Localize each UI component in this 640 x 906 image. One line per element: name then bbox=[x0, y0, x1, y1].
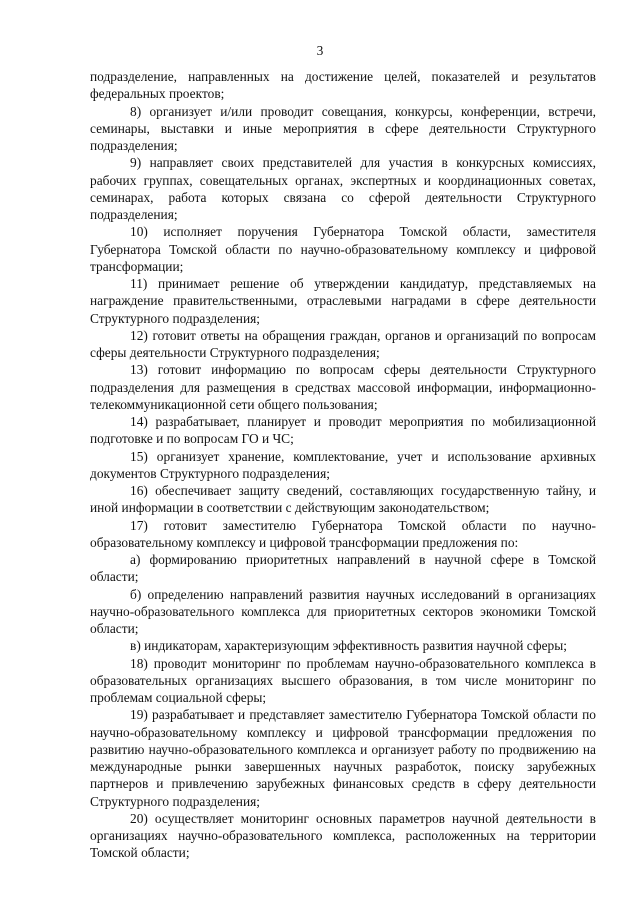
paragraph: 17) готовит заместителю Губернатора Томской области по научно-образовательному комплексу и цифровой трансформации предложения по: bbox=[90, 517, 596, 550]
paragraph: 19) разрабатывает и представляет заместителю Губернатора Томской области по научно-образовательному комплексу и цифровой трансформации предложения по развитию научно-образовательного комплекса и организует работу по продвижению на международные рынки завершенных научных разработок, поиску зарубежных партнеров и привлечению зарубежных финансовых средств в сферу деятельности Структурного подразделения; bbox=[90, 707, 596, 809]
page-number: 3 bbox=[316, 43, 324, 58]
paragraph: 11) принимает решение об утверждении кандидатур, представляемых на награждение правительственными, отраслевыми наградами в сфере деятельности Структурного подразделения; bbox=[90, 276, 596, 326]
paragraph: б) определению направлений развития научных исследований в организациях научно-образовательного комплекса для приоритетных секторов экономики Томской области; bbox=[90, 586, 596, 636]
paragraph: 20) осуществляет мониторинг основных параметров научной деятельности в организациях научно-образовательного комплекса, расположенных на территории Томской области; bbox=[90, 810, 596, 861]
paragraph: 9) направляет своих представителей для участия в конкурсных комиссиях, рабочих группах, совещательных органах, экспертных и координационных советах, семинарах, работа которых связана со сферой деятельности Структурного подразделения; bbox=[90, 155, 596, 222]
paragraph: в) индикаторам, характеризующим эффективность развития научной сферы; bbox=[130, 638, 567, 654]
paragraph: 14) разрабатывает, планирует и проводит мероприятия по мобилизационной подготовке и по вопросам ГО и ЧС; bbox=[90, 414, 596, 447]
paragraph: а) формированию приоритетных направлений в научной сфере в Томской области; bbox=[90, 552, 596, 585]
paragraph: 8) организует и/или проводит совещания, конкурсы, конференции, встречи, семинары, выставки и иные мероприятия в сфере деятельности Структурного подразделения; bbox=[90, 103, 596, 153]
document-body bbox=[90, 68, 596, 862]
paragraph: 15) организует хранение, комплектование, учет и использование архивных документов Структурного подразделения; bbox=[90, 448, 596, 481]
paragraph: подразделение, направленных на достижение целей, показателей и результатов федеральных проектов; bbox=[90, 69, 596, 102]
paragraph: 18) проводит мониторинг по проблемам научно-образовательного комплекса в образовательных организациях высшего образования, в том числе мониторинг по проблемам социальной сферы; bbox=[90, 655, 596, 705]
paragraph: 13) готовит информацию по вопросам сферы деятельности Структурного подразделения для размещения в средствах массовой информации, информационно-телекоммуникационной сети общего пользования; bbox=[90, 362, 596, 412]
paragraph: 12) готовит ответы на обращения граждан, органов и организаций по вопросам сферы деятельности Структурного подразделения; bbox=[90, 327, 596, 360]
paragraph: 10) исполняет поручения Губернатора Томской области, заместителя Губернатора Томской области по научно-образовательному комплексу и цифровой трансформации; bbox=[90, 224, 596, 274]
paragraph: 16) обеспечивает защиту сведений, составляющих государственную тайну, и иной информации в соответствии с действующим законодательством; bbox=[90, 483, 596, 516]
